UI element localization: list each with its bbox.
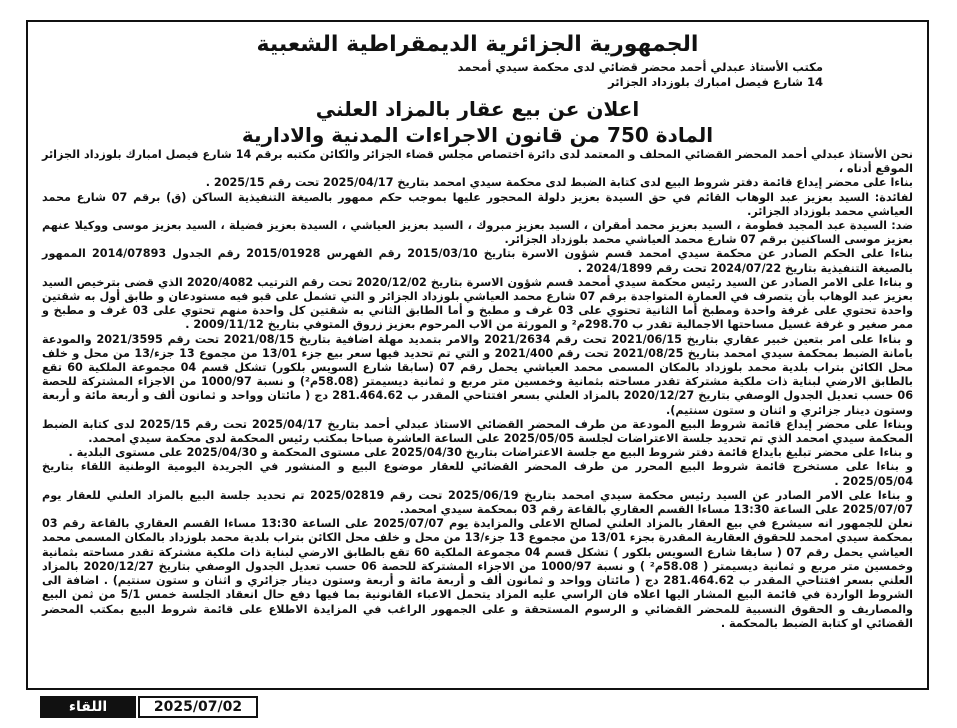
paragraph-beneficiary: لفائدة: السيد بعزيز عبد الوهاب القائم في حق السيدة بعزيز دلولة المحجور عليها بموجب حكم ممهور بالصيغة التنفيذية الساكن (ق) برقم 07 شارع محمد العياشي محمد بلوزداد الجزائر. [42,190,913,218]
paragraph-against: ضد: السيدة عبد المجيد فطومة ، السيد بعزيز محمد أمقران ، السيد بعزيز مبروك ، السيد بعزيز العياشي ، السيدة بعزيز فضيلة ، السيد بعزيز موسى ووكيلا عنهم بعزيز موسى الساكنين برقم 07 شارع محمد العياشي محمد بلوزداد الجزائر. [42,219,913,247]
paragraph-order: و بناءا على الامر الصادر عن السيد رئيس محكمة سيدي أمحمد قسم شؤون الاسرة بتاريخ 2020/12/02 تحت رقم الترتيب 2020/4082 الذي قضى بترخيص السيد بعزيز عبد الوهاب بأن يتصرف في العمارة المتواجدة برقم 07 شارع محمد العياشي بلوزداد الجزائر و التي تشمل على قبو فيه مستودعان و طابق أول به شقتين واحدة تحتوي على غرفة واحدة ومطبخ أما الثانية تحتوي على 03 غرف و مطبخ و أما الطابق الثاني به شقتين كل واحدة منهم تحتوي على 03 غرف و مطبخ و ممر صغير و غرفة غسيل مساحتها الاجمالية تقدر ب 298.70م² و المورثة من الاب المرحوم بعزيز زروق المتوفي بتاريخ 2009/11/12 . [42,275,914,332]
paragraph-judgment: بناءا على الحكم الصادر عن محكمة سيدي امحمد قسم شؤون الاسرة بتاريخ 2015/03/10 رقم الفهرس 2015/01928 رقم الجدول 2014/07893 الممهور بالصيغة التنفيذية بتاريخ 2024/07/22 تحت رقم 2024/1899 . [42,247,913,275]
office-line-1: مكتب الأستاذ عبدلي أحمد محضر قضائي لدى محكمة سيدي أمحمد [457,60,823,74]
office-line-2: 14 شارع فيصل امبارك بلوزداد الجزائر [608,75,823,89]
publication-date: 2025/07/02 [138,696,258,718]
newspaper-name: اللقاء [40,696,136,718]
paragraph-extract: و بناءا على مستخرج قائمة شروط البيع المحرر من طرف المحضر القضائي للعقار موضوع البيع و المنشور في الجريدة اليومية الوطنية اللقاء بتاريخ 2025/05/04 . [42,460,913,488]
paragraph-session-order: و بناءا على الامر الصادر عن السيد رئيس محكمة سيدي امحمد بتاريخ 2025/06/19 تحت رقم 2025/02819 تم تحديد جلسة البيع بالمزاد العلني للعقار يوم 2025/07/07 على الساعة 13:30 مساءا القسم العقاري بالقاعة رقم 03 بمحكمة سيدي امحمد. [42,488,913,517]
auction-notice [26,20,929,690]
paragraph-conditions: وبناءا على محضر إيداع قائمة شروط البيع المودعة من طرف المحضر القضائي الاستاذ عبدلي أحمد بتاريخ 2025/04/17 تحت رقم 2025/15 لدى كتابة الضبط المحكمة سيدي امحمد الذي تم تحديد جلسة الاعتراضات لجلسة 2025/05/05 على الساعة العاشرة صباحا بمكتب رئيس المحكمة لدى محكمة سيدي امحمد. [42,417,913,446]
paragraph-deposit: بناءا على محضر إيداع قائمة دفتر شروط البيع لدى كتابة الضبط لدى محكمة سيدي امحمد بتاريخ 2025/04/17 تحت رقم 2025/15 . [205,176,913,190]
notice-title: اعلان عن بيع عقار بالمزاد العلني [315,97,640,121]
republic-header: الجمهورية الجزائرية الديمقراطية الشعبية [256,32,699,57]
paragraph-expert: و بناءا على امر بتعين خبير عقاري بتاريخ 2021/06/15 تحت رقم 2021/2634 والامر بتمديد مهلة اضافية بتاريخ 2021/08/15 تحت رقم 2021/3595 والمودعة بامانة الضبط بمحكمة سيدي امحمد بتاريخ 2021/08/25 تحت رقم 2021/400 و التي تم تحديد فيها سعر بيع جزء 13/01 من مجموع 13 جزء/13 من محل و خلف محل الكائن بتراب بلدية محمد بلوزداد بالمكان المسمى محمد العياشي يحمل رقم 07 (سابقا شارع السويس بلكور) تشكل قسم 04 مجموعة الملكية 60 تقع بالطابق الارضي لبناية ذات ملكية مشتركة تقدر مساحته بثمانية وخمسين متر مربع و ثمانية ديسيمتر (58.08م²) و نسبة 1000/97 من الاجزاء المشتركة للحصة 06 حسب تعديل الجدول الوصفي بتاريخ 2020/12/27 بالمزاد العلني بسعر افتتاحي المقدر ب 281.464.62 دج ( مائتان وواحد و ثمانون ألف و أربعة مائة و أربعة وستون دينار جزائري و اثنان و ستون سنتيم). [42,332,913,417]
notice-article: المادة 750 من قانون الاجراءات المدنية والادارية [241,123,714,147]
paragraph-notification: و بناءا على محضر تبليغ بايداع قائمة دفتر شروط البيع مع جلسة الاعتراضات بتاريخ 2025/04/30 على مستوى المحكمة و 2025/04/30 على مستوى البلدية . [68,446,913,460]
paragraph-intro: نحن الأستاذ عبدلي أحمد المحضر القضائي المحلف و المعتمد لدى دائرة اختصاص مجلس قضاء الجزائر والكائن مكتبه برقم 14 شارع فيصل امبارك بلوزداد الجزائر الموقع أدناه ، [42,148,913,176]
paragraph-announcement: نعلن للجمهور انه سيشرع في بيع العقار بالمزاد العلني لصالح الاعلى والمزايدة يوم 2025/07/07 على الساعة 13:30 مساءا القسم العقاري بالقاعة رقم 03 بمحكمة سيدي امحمد للحقوق العقارية المقدرة بجزء 13/01 من مجموع 13 جزء/13 من محل و خلف محل الكائن بتراب بلدية محمد بلوزداد بالمكان المسمى محمد العياشي يحمل رقم 07 ( سابقا شارع السويس بلكور ) تشكل قسم 04 مجموعة الملكية 60 تقع بالطابق الارضي لبناية ذات ملكية مشتركة تقدر مساحته بثمانية وخمسين متر مربع و ثمانية ديسيمتر ( 58.08م² ) و نسبة 1000/97 من الاجزاء المشتركة للحصة 06 حسب تعديل الجدول الوصفي بتاريخ 2020/12/27 بالمزاد العلني بسعر افتتاحي المقدر ب 281.464.62 دج ( مائتان وواحد و ثمانون ألف و أربعة مائة و أربعة وستون دينار جزائري و اثنان و ستون سنتيم) . اضافة الى الشروط الواردة في قائمة البيع المشار اليها اعلاه فان الراسي عليه المزاد يتحمل الاعباء القانونية بما فيها دفع حال انعقاد الجلسة خمس 5/1 من ثمن البيع والمصاريف و الحقوق النسبية للمحضر القضائي و الرسوم المستحقة و على الجمهور الراغب في المزايدة الاطلاع على قائمة شروط البيع بمكتب المحضر القضائي او كتابة الضبط بالمحكمة . [42,517,914,630]
